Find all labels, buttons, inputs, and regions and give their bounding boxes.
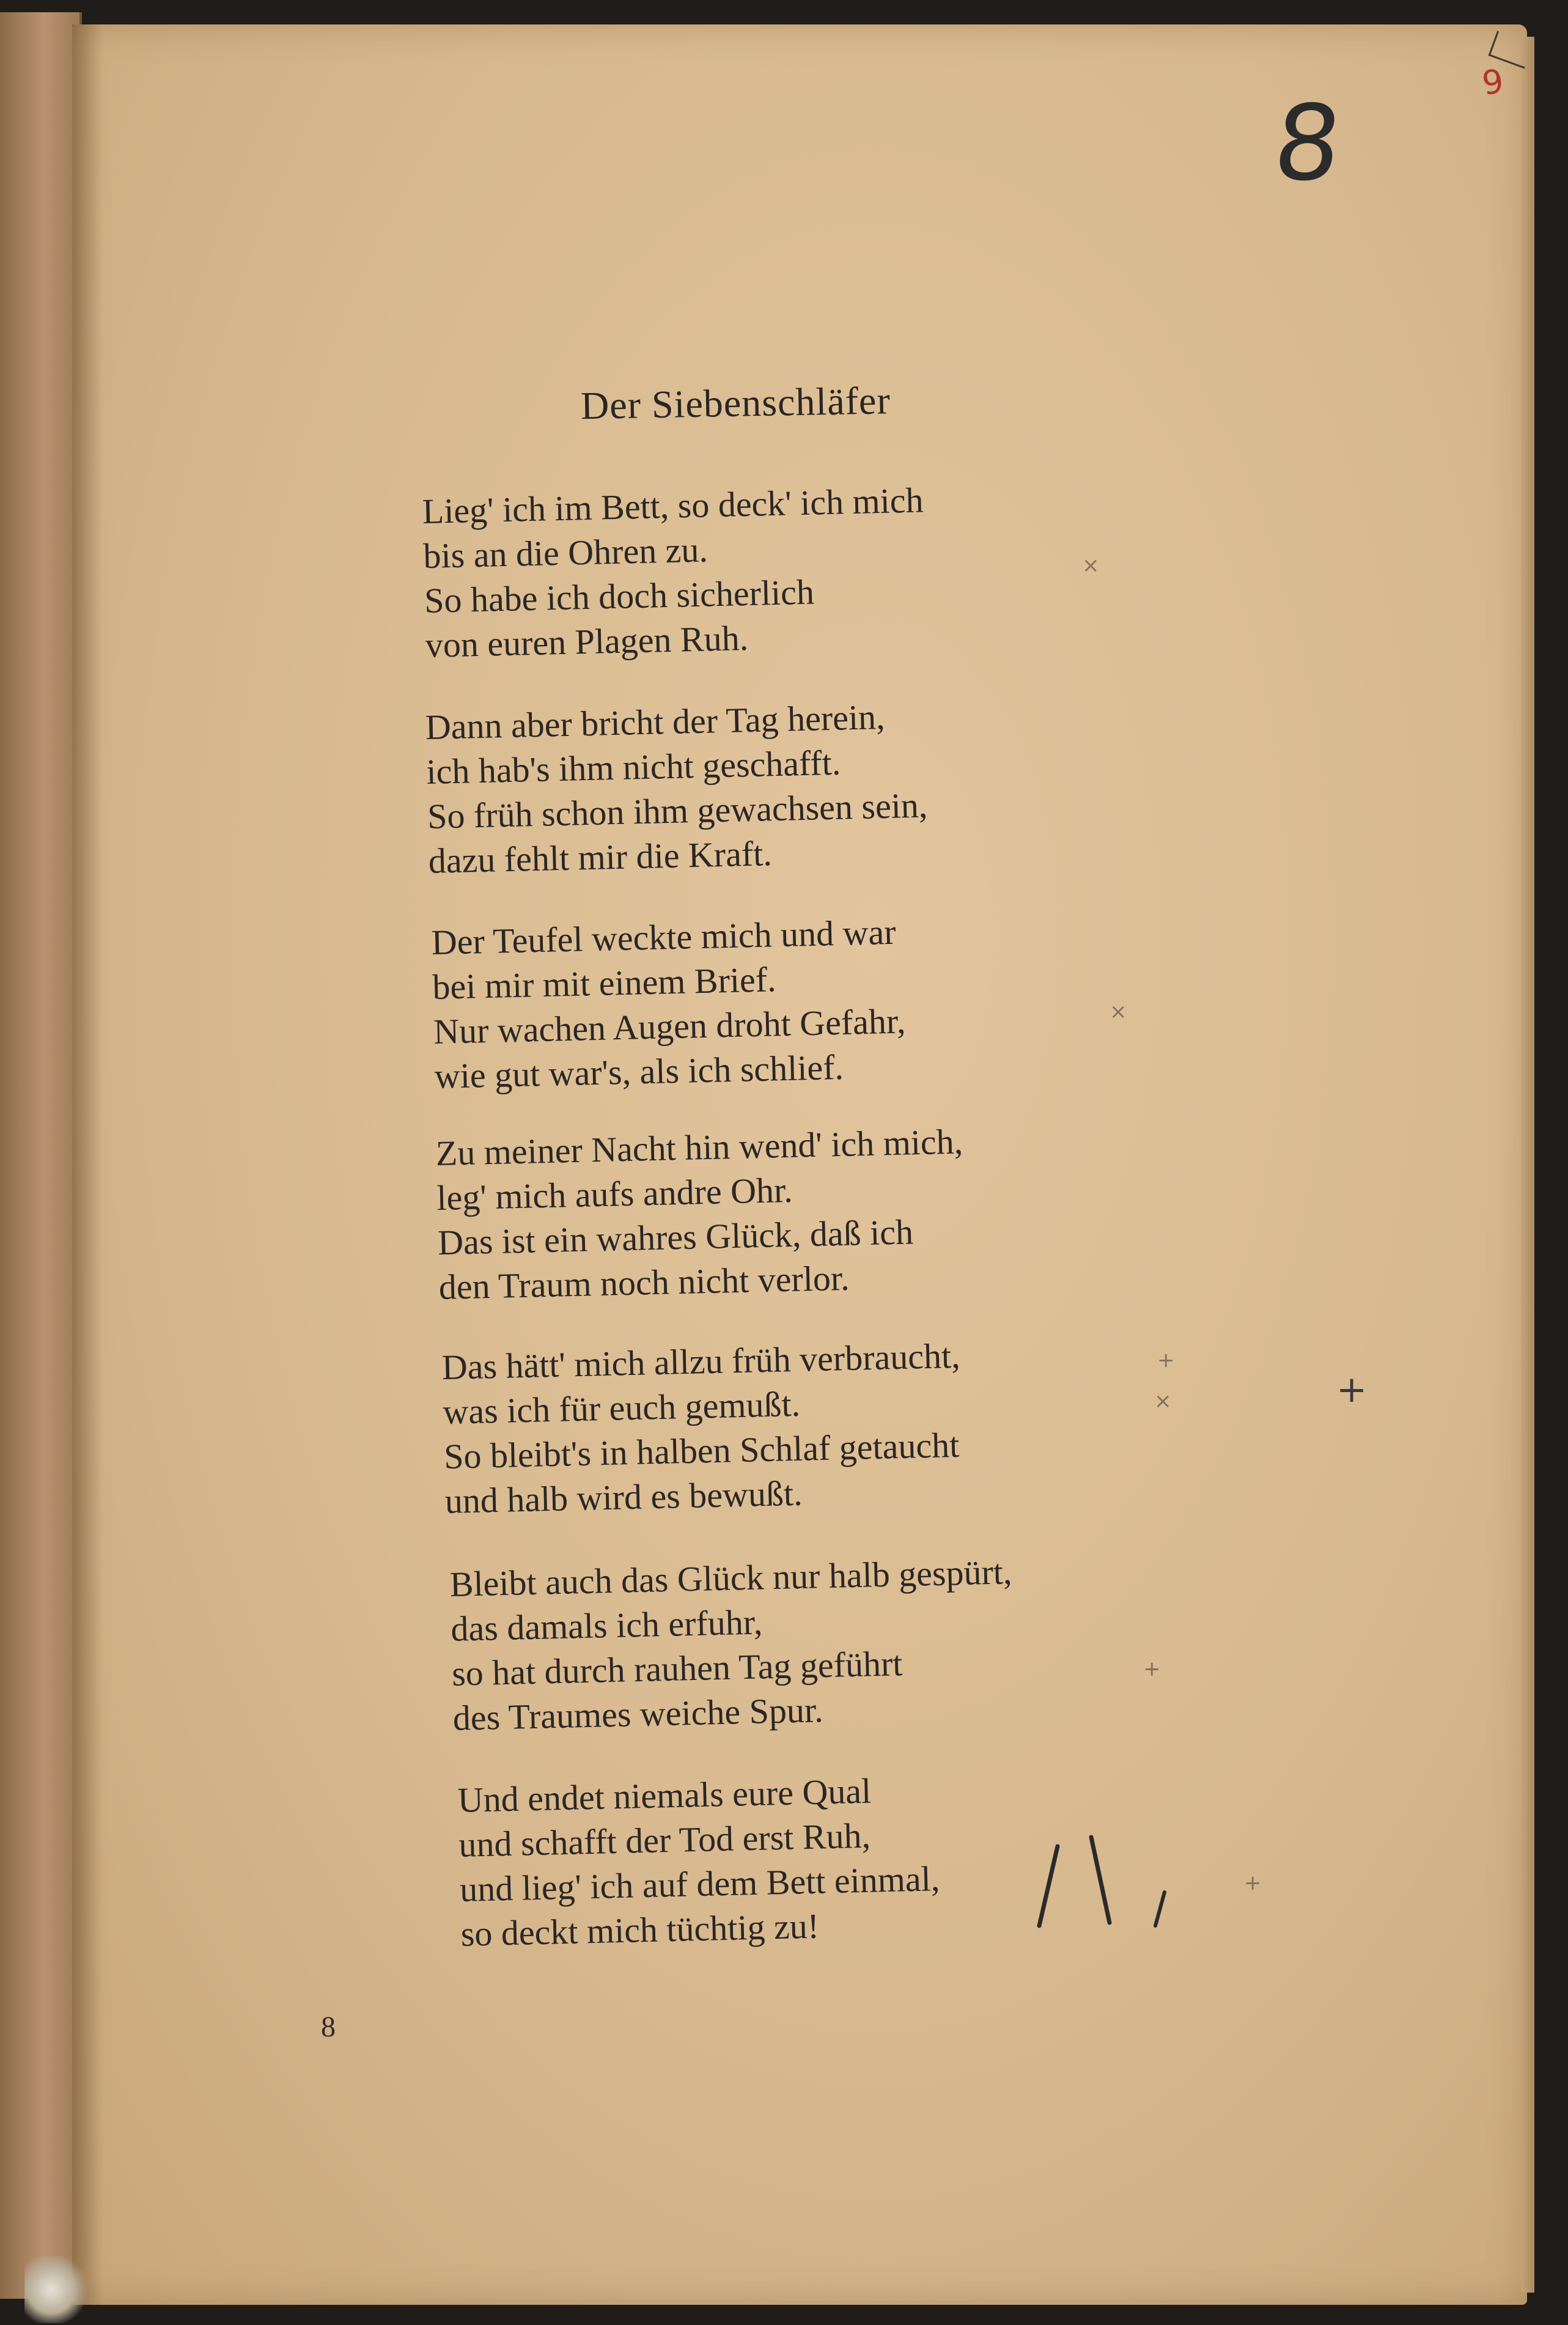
poem-line: So habe ich doch sicherlich xyxy=(424,572,815,621)
page-edge xyxy=(1521,37,1534,2293)
stanza-4 xyxy=(435,1119,966,1309)
plus-mark: + xyxy=(1336,1368,1367,1411)
pencil-slash-marks xyxy=(1033,1834,1192,1944)
stray-mark: + xyxy=(1143,1657,1161,1681)
stanza-3 xyxy=(431,909,907,1098)
poem-line: Das hätt' mich allzu früh verbraucht, xyxy=(441,1335,961,1387)
poem-line: Das ist ein wahres Glück, daß ich xyxy=(437,1212,914,1262)
stray-mark: + xyxy=(1157,1348,1175,1373)
poem-line: Und endet niemals eure Qual xyxy=(457,1770,872,1820)
poem-line: Der Teufel weckte mich und war xyxy=(431,912,897,962)
stray-mark: × xyxy=(1110,1000,1127,1024)
stray-mark: × xyxy=(1154,1389,1172,1413)
poem-line: So früh schon ihm gewachsen sein, xyxy=(427,785,928,836)
previous-page-edge xyxy=(0,12,82,2299)
stanza-1 xyxy=(422,477,927,668)
stray-mark: × xyxy=(1082,553,1100,578)
poem-line: wie gut war's, als ich schlief. xyxy=(434,1047,844,1096)
poem-line: das damals ich erfuhr, xyxy=(450,1602,763,1649)
poem-line: Nur wachen Augen droht Gefahr, xyxy=(433,1001,907,1052)
page-gutter-shadow xyxy=(72,24,103,2305)
poem-line: des Traumes weiche Spur. xyxy=(452,1690,824,1738)
handwritten-page-number: 8 xyxy=(1268,83,1347,204)
red-ink-page-number: 9 xyxy=(1479,61,1506,103)
stanza-6 xyxy=(449,1549,1015,1741)
poem-line: bei mir mit einem Brief. xyxy=(432,959,777,1007)
printed-page-number: 8 xyxy=(321,2011,336,2043)
poem-line: leg' mich aufs andre Ohr. xyxy=(436,1170,793,1218)
poem-line: so hat durch rauhen Tag geführt xyxy=(451,1643,904,1693)
stanza-5 xyxy=(441,1333,963,1524)
poem-line: ich hab's ihm nicht geschafft. xyxy=(425,742,841,792)
poem-line: und lieg' ich auf dem Bett einmal, xyxy=(459,1859,940,1909)
poem-line: bis an die Ohren zu. xyxy=(422,529,709,576)
poem-line: so deckt mich tüchtig zu! xyxy=(460,1906,820,1954)
binding-damage xyxy=(24,2256,92,2323)
poem-line: was ich für euch gemußt. xyxy=(442,1384,801,1432)
poem-line: den Traum noch nicht verlor. xyxy=(438,1258,850,1307)
poem-line: von euren Plagen Ruh. xyxy=(425,617,749,665)
poem-line: Dann aber bricht der Tag herein, xyxy=(425,696,886,747)
stanza-2 xyxy=(425,693,929,883)
poem-line: So bleibt's in halben Schlaf getaucht xyxy=(443,1424,960,1476)
poem-line: und halb wird es bewußt. xyxy=(444,1473,803,1521)
poem-line: dazu fehlt mir die Kraft. xyxy=(428,833,773,881)
poem-title: Der Siebenschläfer xyxy=(580,378,891,428)
poem-line: Bleibt auch das Glück nur halb gespürt, xyxy=(449,1552,1013,1604)
stray-mark: + xyxy=(1244,1871,1262,1895)
poem-line: und schafft der Tod erst Ruh, xyxy=(458,1815,871,1865)
stanza-7 xyxy=(457,1767,941,1956)
poem-line: Lieg' ich im Bett, so deck' ich mich xyxy=(422,480,924,531)
poem-line: Zu meiner Nacht hin wend' ich mich, xyxy=(435,1121,963,1173)
